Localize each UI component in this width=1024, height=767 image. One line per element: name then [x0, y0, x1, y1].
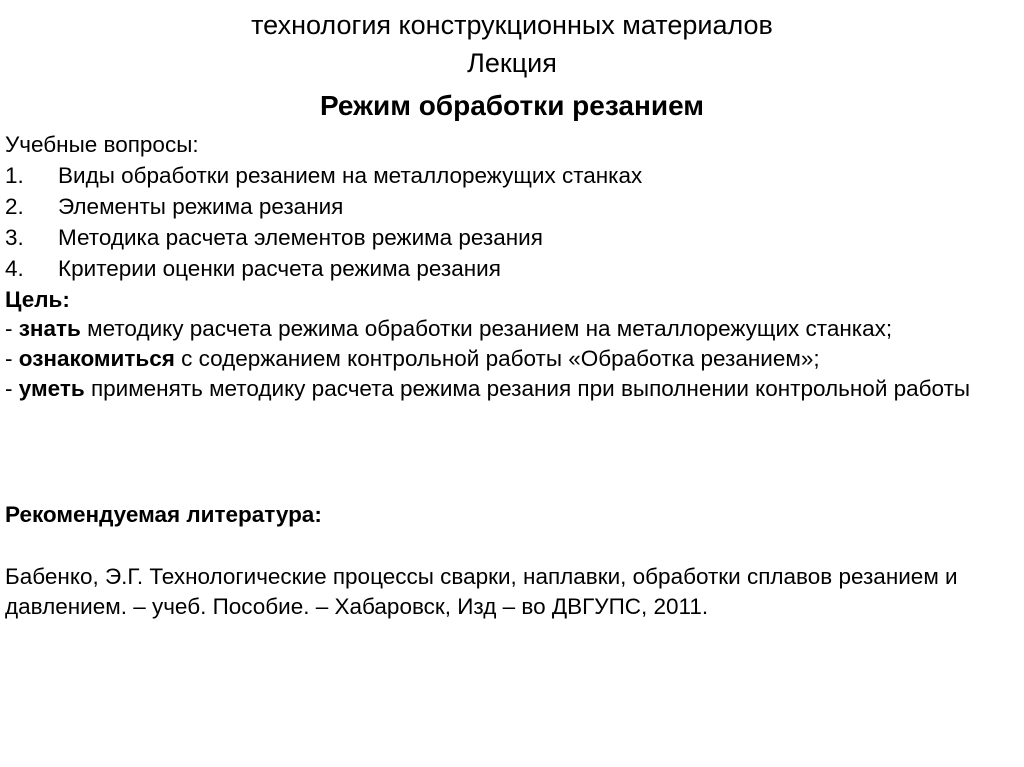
goal-verb: уметь	[18, 376, 85, 401]
goal-text: методику расчета режима обработки резанием на металлорежущих станках;	[80, 316, 893, 341]
goal-verb: ознакомиться	[18, 346, 175, 371]
lecture-label: Лекция	[467, 48, 557, 78]
goal-text: применять методику расчета режима резания при выполнении контрольной работы	[84, 376, 971, 401]
questions-heading: Учебные вопросы:	[5, 132, 199, 157]
goal-text: с содержанием контрольной работы «Обработка резанием»;	[174, 346, 820, 371]
question-item	[5, 253, 642, 284]
question-number: 4.	[5, 256, 24, 281]
goal-item	[5, 374, 1015, 404]
question-number: 2.	[5, 194, 24, 219]
goal-item	[5, 314, 1015, 344]
question-text: Элементы режима резания	[58, 194, 344, 219]
goal-dash: -	[5, 346, 19, 371]
goal-dash: -	[5, 316, 19, 341]
goal-list	[5, 314, 1015, 404]
course-subject: технология конструкционных материалов	[251, 10, 773, 40]
question-item	[5, 191, 642, 222]
goal-verb: знать	[18, 316, 81, 341]
question-text: Критерии оценки расчета режима резания	[58, 256, 501, 281]
question-text: Виды обработки резанием на металлорежущих станках	[58, 163, 643, 188]
question-text: Методика расчета элементов режима резания	[58, 225, 543, 250]
literature-reference: Бабенко, Э.Г. Технологические процессы сварки, наплавки, обработки сплавов резанием и давлением. – учеб. Пособие. – Хабаровск, Изд – во ДВГУПС, 2011.	[5, 564, 958, 619]
goal-heading: Цель:	[5, 287, 70, 312]
goal-dash: -	[5, 376, 19, 401]
lecture-title: Режим обработки резанием	[319, 90, 705, 121]
goal-item	[5, 344, 1015, 374]
literature-heading: Рекомендуемая литература:	[5, 502, 322, 527]
question-item	[5, 222, 642, 253]
question-item	[5, 160, 642, 191]
questions-list	[5, 160, 642, 284]
question-number: 1.	[5, 163, 24, 188]
question-number: 3.	[5, 225, 24, 250]
